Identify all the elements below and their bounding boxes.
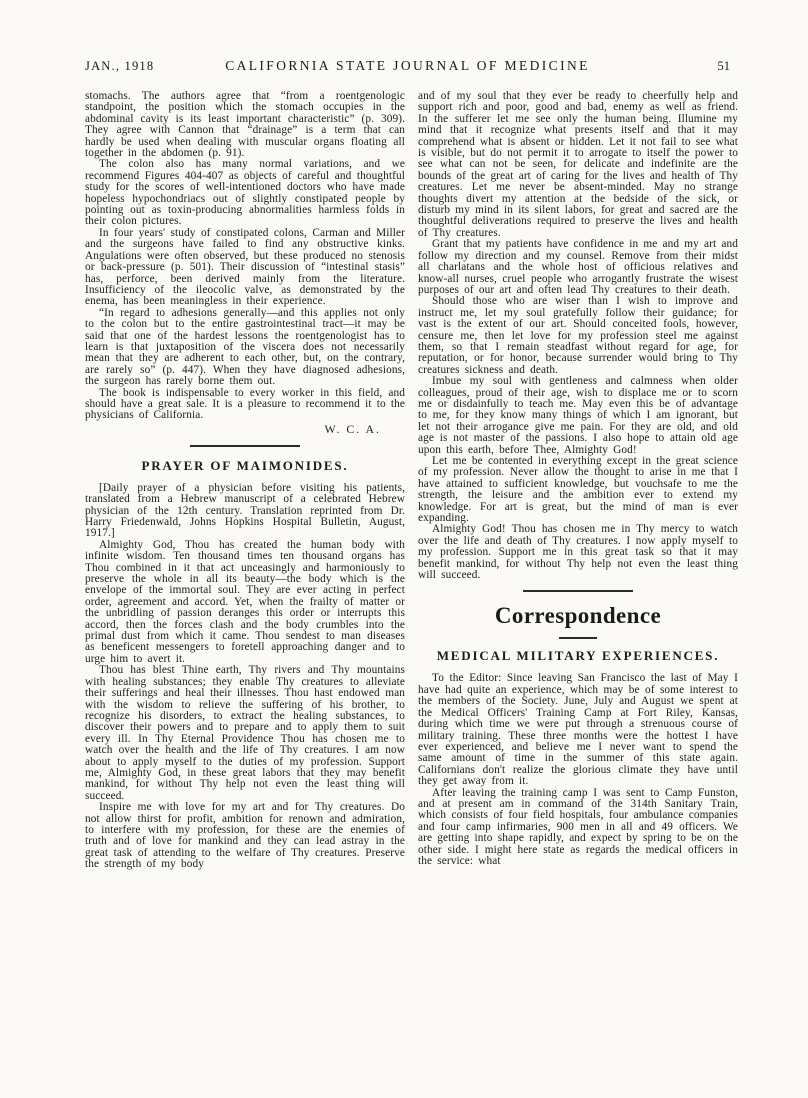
book-review-paragraph: The book is indispensable to every worker in this field, and should have a great sale. It is a pleasure to recommend it to the physicians of California. <box>85 386 405 422</box>
prayer-paragraph: and of my soul that they ever be ready to cheerfully help and support rich and poor, good and bad, enemy as well as friend. In the sufferer let me see only the human being. Illumine my mind that it recognize what presents itself and that it may comprehend what is absent or hidden. Let it not fail to see what is visible, but do not permit it to arrogate to itself the power to see what can not be seen, for delicate and indefinite are the bounds of the great art of caring for the lives and health of Thy creatures. Let me never be absent-minded. May no strange thoughts divert my attention at the bedside of the sick, or disturb my mind in its silent labors, for great and sacred are the thoughtful deliverations required to preserve the lives and health of Thy creatures. <box>418 90 738 239</box>
left-column <box>85 91 405 871</box>
page-number: 51 <box>717 59 730 73</box>
journal-title: CALIFORNIA STATE JOURNAL OF MEDICINE <box>225 58 590 73</box>
prayer-paragraph: Almighty God, Thou has created the human body with infinite wisdom. Ten thousand times ten thousand organs has Thou combined in it that act unceasingly and harmoniously to preserve the whole in all its beauty—the body which is the envelope of the immortal soul. They are ever acting in perfect order, agreement and accord. Yet, when the frailty of matter or the unbridling of passion deranges this order or interrupts this accord, then the forces clash and the body crumbles into the primal dust from which it came. Thou sendest to man diseases as beneficent messengers to foretell approaching danger and to urge him to avert it. <box>85 538 405 665</box>
prayer-section-heading: PRAYER OF MAIMONIDES. <box>141 457 349 473</box>
section-divider-rule <box>523 590 633 592</box>
section-divider-rule <box>190 445 300 447</box>
two-column-body <box>85 91 738 871</box>
correspondence-section-heading: Correspondence <box>494 603 662 629</box>
letter-heading: MEDICAL MILITARY EXPERIENCES. <box>436 648 720 664</box>
book-review-paragraph: The colon also has many normal variations, and we recommend Figures 404-407 as objects of careful and thoughtful study for the scores of well-intentioned doctors who have made hopeless hypochondriacs out of slightly constipated people by pointing out as toxin-producing abnormalities harmless folds in their colon pictures. <box>85 158 405 228</box>
subsection-divider-rule <box>559 637 597 639</box>
prayer-intro-note: [Daily prayer of a physician before visiting his patients, translated from a Hebrew manuscript of a celebrated Hebrew physician of the 12th century. Translation reprinted from Dr. Harry Friedenwald, Johns Hopkins Hospital Bulletin, August, 1917.] <box>85 481 405 540</box>
prayer-paragraph: Thou has blest Thine earth, Thy rivers and Thy mountains with healing substances; they enable Thy creatures to alleviate their sufferings and heal their illnesses. Thou hast endowed man with the wisdom to relieve the suffering of his brother, to recognize his disorders, to extract the healing substances, to discover their powers and to prepare and to apply them to suit every ill. In Thy Eternal Providence Thou has chosen me to watch over the health and the life of Thy creatures. I am now about to apply myself to the duties of my profession. Support me, Almighty God, in these great labors that they may benefit mankind, for without Thy help not even the least thing will succeed. <box>85 664 405 802</box>
book-review-paragraph: In four years' study of constipated colons, Carman and Miller and the surgeons have failed to find any obstructive kinks. Angulations were often observed, but these produced no stenosis or back-pressure (p. 501). Their discussion of “intestinal stasis” has, perforce, been derived mainly from the literature. Insufficiency of the ileocolic valve, as demonstrated by the enema, has been meaningless in their experience. <box>85 226 405 308</box>
prayer-paragraph: Imbue my soul with gentleness and calmness when older colleagues, proud of their age, wish to displace me or to scorn me or disdainfully to teach me. May even this be of advantage to me, for they know many things of which I am ignorant, but let not their arrogance give me pain. For they are old, and old age is not master of the passions. I also hope to attain old age upon this earth, before Thee, Almighty God! <box>418 375 738 456</box>
prayer-paragraph: Let me be contented in everything except in the great science of my profession. Never allow the thought to arise in me that I have attained to sufficient knowledge, but vouchsafe to me the strength, the leisure and the ambition ever to extend my knowledge. For art is great, but the mind of man is ever expanding. <box>418 455 738 525</box>
prayer-paragraph: Inspire me with love for my art and for Thy creatures. Do not allow thirst for profit, ambition for renown and admiration, to interfere with my profession, for these are the enemies of truth and of love for mankind and they can lead astray in the great task of attending to the welfare of Thy creatures. Preserve the strength of my body <box>85 801 405 871</box>
book-review-paragraph: stomachs. The authors agree that “from a roentgenologic standpoint, the position which the stomach occupies in the abdominal cavity is its least important characteristic” (p. 309). They agree with Cannon that “drainage” is a term that can hardly be used when dealing with muscular organs floating all together in the abdomen (p. 91). <box>85 90 405 160</box>
letter-paragraph: After leaving the training camp I was sent to Camp Funston, and at present am in command of the 314th Sanitary Train, which consists of four field hospitals, four ambulance companies and four camp infirmaries, 900 men in all and 49 officers. We are getting into shape rapidly, and expect by spring to be on the other side. I might here state as regards the medical officers in the service: what <box>418 786 738 867</box>
book-review-paragraph: “In regard to adhesions generally—and this applies not only to the colon but to the entire gastrointestinal tract—it may be said that one of the hardest lessons the roentgenologist has to learn is that juxtaposition of the viscera does not necessarily mean that they are adherent to each other, but, on the contrary, are rarely so” (p. 447). When they have diagnosed adhesions, the surgeon has rarely borne them out. <box>85 306 405 388</box>
issue-date: JAN., 1918 <box>85 59 155 73</box>
letter-paragraph: To the Editor: Since leaving San Francisco the last of May I have had quite an experience, which may be of some interest to the members of the Society. June, July and August we spent at the Medical Officers' Training Camp at Fort Riley, Kansas, during which time we were put through a strenuous course of military training. These three months were the hottest I have ever experienced, and believe me I never want to spend the same amount of time in the summer of this state again. Californians don't realize the glorious climate they have until they get away from it. <box>418 672 738 788</box>
page-header <box>85 58 738 74</box>
prayer-paragraph: Grant that my patients have confidence in me and my art and follow my direction and my counsel. Remove from their midst all charlatans and the whole host of officious relatives and know-all nurses, cruel people who arrogantly frustrate the wisest purposes of our art and often lead Thy creatures to their death. <box>418 238 738 296</box>
prayer-paragraph: Should those who are wiser than I wish to improve and instruct me, let my soul gratefully follow their guidance; for vast is the extent of our art. Should conceited fools, however, censure me, then let love for my profession steel me against them, so that I remain steadfast without regard for age, for reputation, or for honor, because surrender would bring to Thy creatures sickness and death. <box>418 295 738 376</box>
right-column <box>418 91 738 871</box>
reviewer-initials: W. C. A. <box>324 421 381 436</box>
prayer-paragraph: Almighty God! Thou has chosen me in Thy mercy to watch over the life and death of Thy creatures. I now apply myself to my profession. Support me in this great task so that it may benefit mankind, for without Thy help not even the least thing will succeed. <box>418 523 738 582</box>
